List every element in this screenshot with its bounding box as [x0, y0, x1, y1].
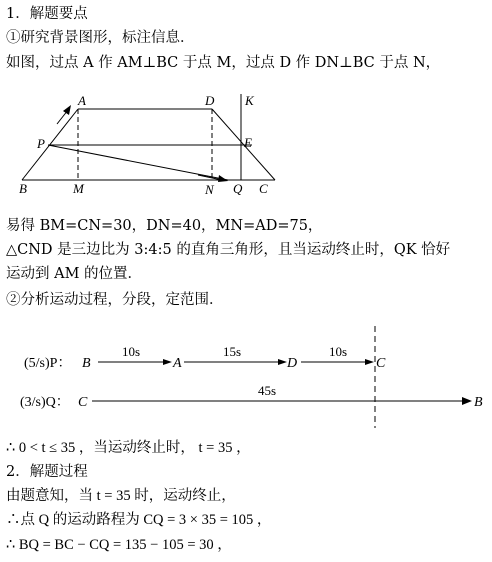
motion-timeline-figure: [0, 316, 492, 436]
trapezoid-figure: [0, 84, 492, 214]
label-M: M: [73, 181, 84, 196]
q-point-C: C: [78, 395, 88, 410]
given-values-text: 易得 BM=CN=30，DN=40，MN=AD=75，: [6, 218, 323, 234]
triangle-text-cont: 运动到 AM 的位置．: [6, 266, 143, 282]
step-2-text: ②分析运动过程，分段，定范围．: [6, 292, 224, 308]
termination-text: 由题意知，当 t = 35 时，运动终止，: [6, 488, 236, 504]
segment-1-time: 10s: [122, 344, 141, 359]
segment-3-time: 10s: [329, 344, 348, 359]
p-point-B: B: [82, 356, 91, 371]
p-speed-label: (5/s)P：: [24, 356, 72, 371]
section-heading-1: 1．解题要点: [6, 6, 88, 22]
p-point-D: D: [287, 356, 298, 371]
cq-distance-text: ∴点 Q 的运动路程为 CQ = 3 × 35 = 105 ，: [6, 512, 272, 528]
label-Q: Q: [233, 181, 243, 196]
label-B: B: [19, 181, 27, 196]
label-P: P: [37, 136, 45, 151]
q-segment-time: 45s: [258, 383, 277, 398]
range-text: ∴ 0 < t ≤ 35 ，当运动终止时， t = 35 ，: [6, 440, 251, 456]
triangle-text: △CND 是三边比为 3:4:5 的直角三角形，且当运动终止时，QK 恰好: [6, 242, 451, 258]
q-point-B: B: [474, 395, 483, 410]
step-1-text: ①研究背景图形，标注信息．: [6, 30, 195, 46]
section-heading-2: 2．解题过程: [6, 464, 88, 480]
label-D: D: [205, 93, 215, 108]
label-N: N: [205, 182, 214, 197]
segment-2-time: 15s: [223, 344, 242, 359]
p-point-A: A: [173, 356, 182, 371]
construction-text: 如图，过点 A 作 AM⊥BC 于点 M，过点 D 作 DN⊥BC 于点 N，: [6, 55, 441, 71]
label-K: K: [245, 93, 254, 108]
p-point-C: C: [376, 356, 386, 371]
label-C: C: [259, 181, 268, 196]
bq-distance-text: ∴ BQ = BC − CQ = 135 − 105 = 30 ，: [6, 537, 232, 553]
label-E: E: [244, 135, 252, 150]
label-A: A: [78, 93, 86, 108]
q-speed-label: (3/s)Q：: [20, 395, 70, 410]
